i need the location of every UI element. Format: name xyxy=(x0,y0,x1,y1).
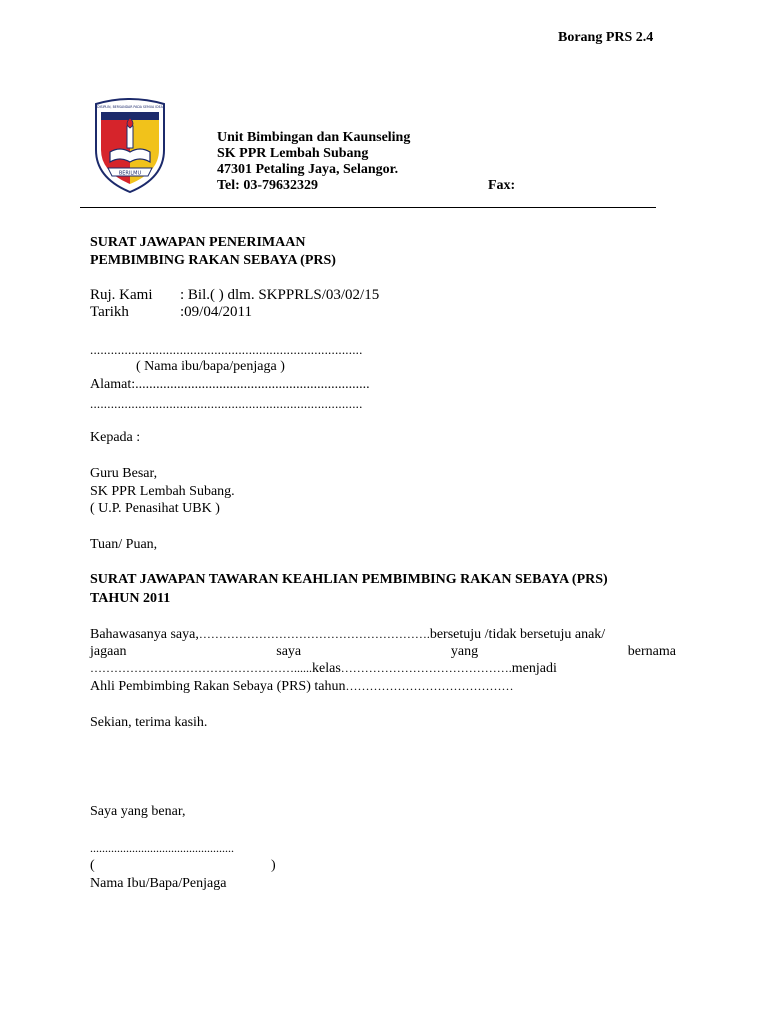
address-field: Alamat:................................................................... xyxy=(90,377,370,392)
body-line3 xyxy=(90,661,557,677)
signature-field: ................................................ xyxy=(90,841,234,855)
date-label: Tarikh xyxy=(90,304,129,320)
paren-close: ) xyxy=(271,858,276,873)
kelas-label: kelas xyxy=(312,661,341,676)
thanks-line: Sekian, terima kasih. xyxy=(90,715,208,730)
letter-title-line1: SURAT JAWAPAN PENERIMAAN xyxy=(90,235,306,250)
ref-label: Ruj. Kami xyxy=(90,287,153,303)
recipient-line2: SK PPR Lembah Subang. xyxy=(90,484,235,499)
school-crest-logo xyxy=(92,96,168,194)
body-line2-word3: yang xyxy=(450,644,479,659)
body-line4 xyxy=(90,679,513,695)
subject-line1: SURAT JAWAPAN TAWARAN KEAHLIAN PEMBIMBING RAKAN SEBAYA (PRS) xyxy=(90,572,608,587)
sign-off: Saya yang benar, xyxy=(90,804,186,819)
letter-title-line2: PEMBIMBING RAKAN SEBAYA (PRS) xyxy=(90,253,336,268)
date-value: :09/04/2011 xyxy=(180,304,252,320)
crest-motto: BERILMU xyxy=(118,170,142,177)
body-line2-word1: jagaan xyxy=(90,644,127,659)
address-field-line2: ............................................................................... xyxy=(90,396,363,411)
header-divider xyxy=(80,207,656,208)
subject-line2: TAHUN 2011 xyxy=(90,591,171,606)
body-line1 xyxy=(90,627,605,643)
body-line2-word4: bernama xyxy=(627,644,676,659)
recipient-line1: Guru Besar, xyxy=(90,466,158,481)
body-line2 xyxy=(90,644,676,660)
ref-value: : Bil.( ) dlm. SKPPRLS/03/02/15 xyxy=(180,287,380,303)
header-tel: Tel: 03-79632329 xyxy=(217,178,318,193)
kelas-field: ……………………………………. xyxy=(340,661,512,675)
body-line1-start: Bahawasanya saya, xyxy=(90,627,199,642)
paren-open: ( xyxy=(90,858,95,873)
year-field: …………………………………… xyxy=(345,679,514,693)
header-unit: Unit Bimbingan dan Kaunseling xyxy=(217,130,411,145)
header-school: SK PPR Lembah Subang xyxy=(217,146,369,161)
kepada-label: Kepada : xyxy=(90,430,141,445)
header-fax: Fax: xyxy=(488,178,516,193)
salutation: Tuan/ Puan, xyxy=(90,537,158,552)
parent-name-caption: ( Nama ibu/bapa/penjaga ) xyxy=(136,359,285,374)
body-line1-end: bersetuju /tidak bersetuju anak/ xyxy=(429,627,606,642)
menjadi-word: menjadi xyxy=(511,661,557,676)
body-line2-word2: saya xyxy=(276,644,302,659)
crest-top-text: DISIPLIN, BERSANDAR PADA SEMUA IDEA xyxy=(97,105,163,109)
form-code: Borang PRS 2.4 xyxy=(558,30,654,45)
student-name-field: ……………………………………………...... xyxy=(90,661,312,675)
signature-caption: Nama Ibu/Bapa/Penjaga xyxy=(90,876,227,891)
parent-name-field: ............................................................................... xyxy=(90,342,363,357)
header-address: 47301 Petaling Jaya, Selangor. xyxy=(217,162,399,177)
body-line4-start: Ahli Pembimbing Rakan Sebaya (PRS) tahun xyxy=(90,679,346,694)
recipient-line3: ( U.P. Penasihat UBK ) xyxy=(90,501,220,516)
body-line1-dots: …………………………………………………. xyxy=(198,627,430,641)
